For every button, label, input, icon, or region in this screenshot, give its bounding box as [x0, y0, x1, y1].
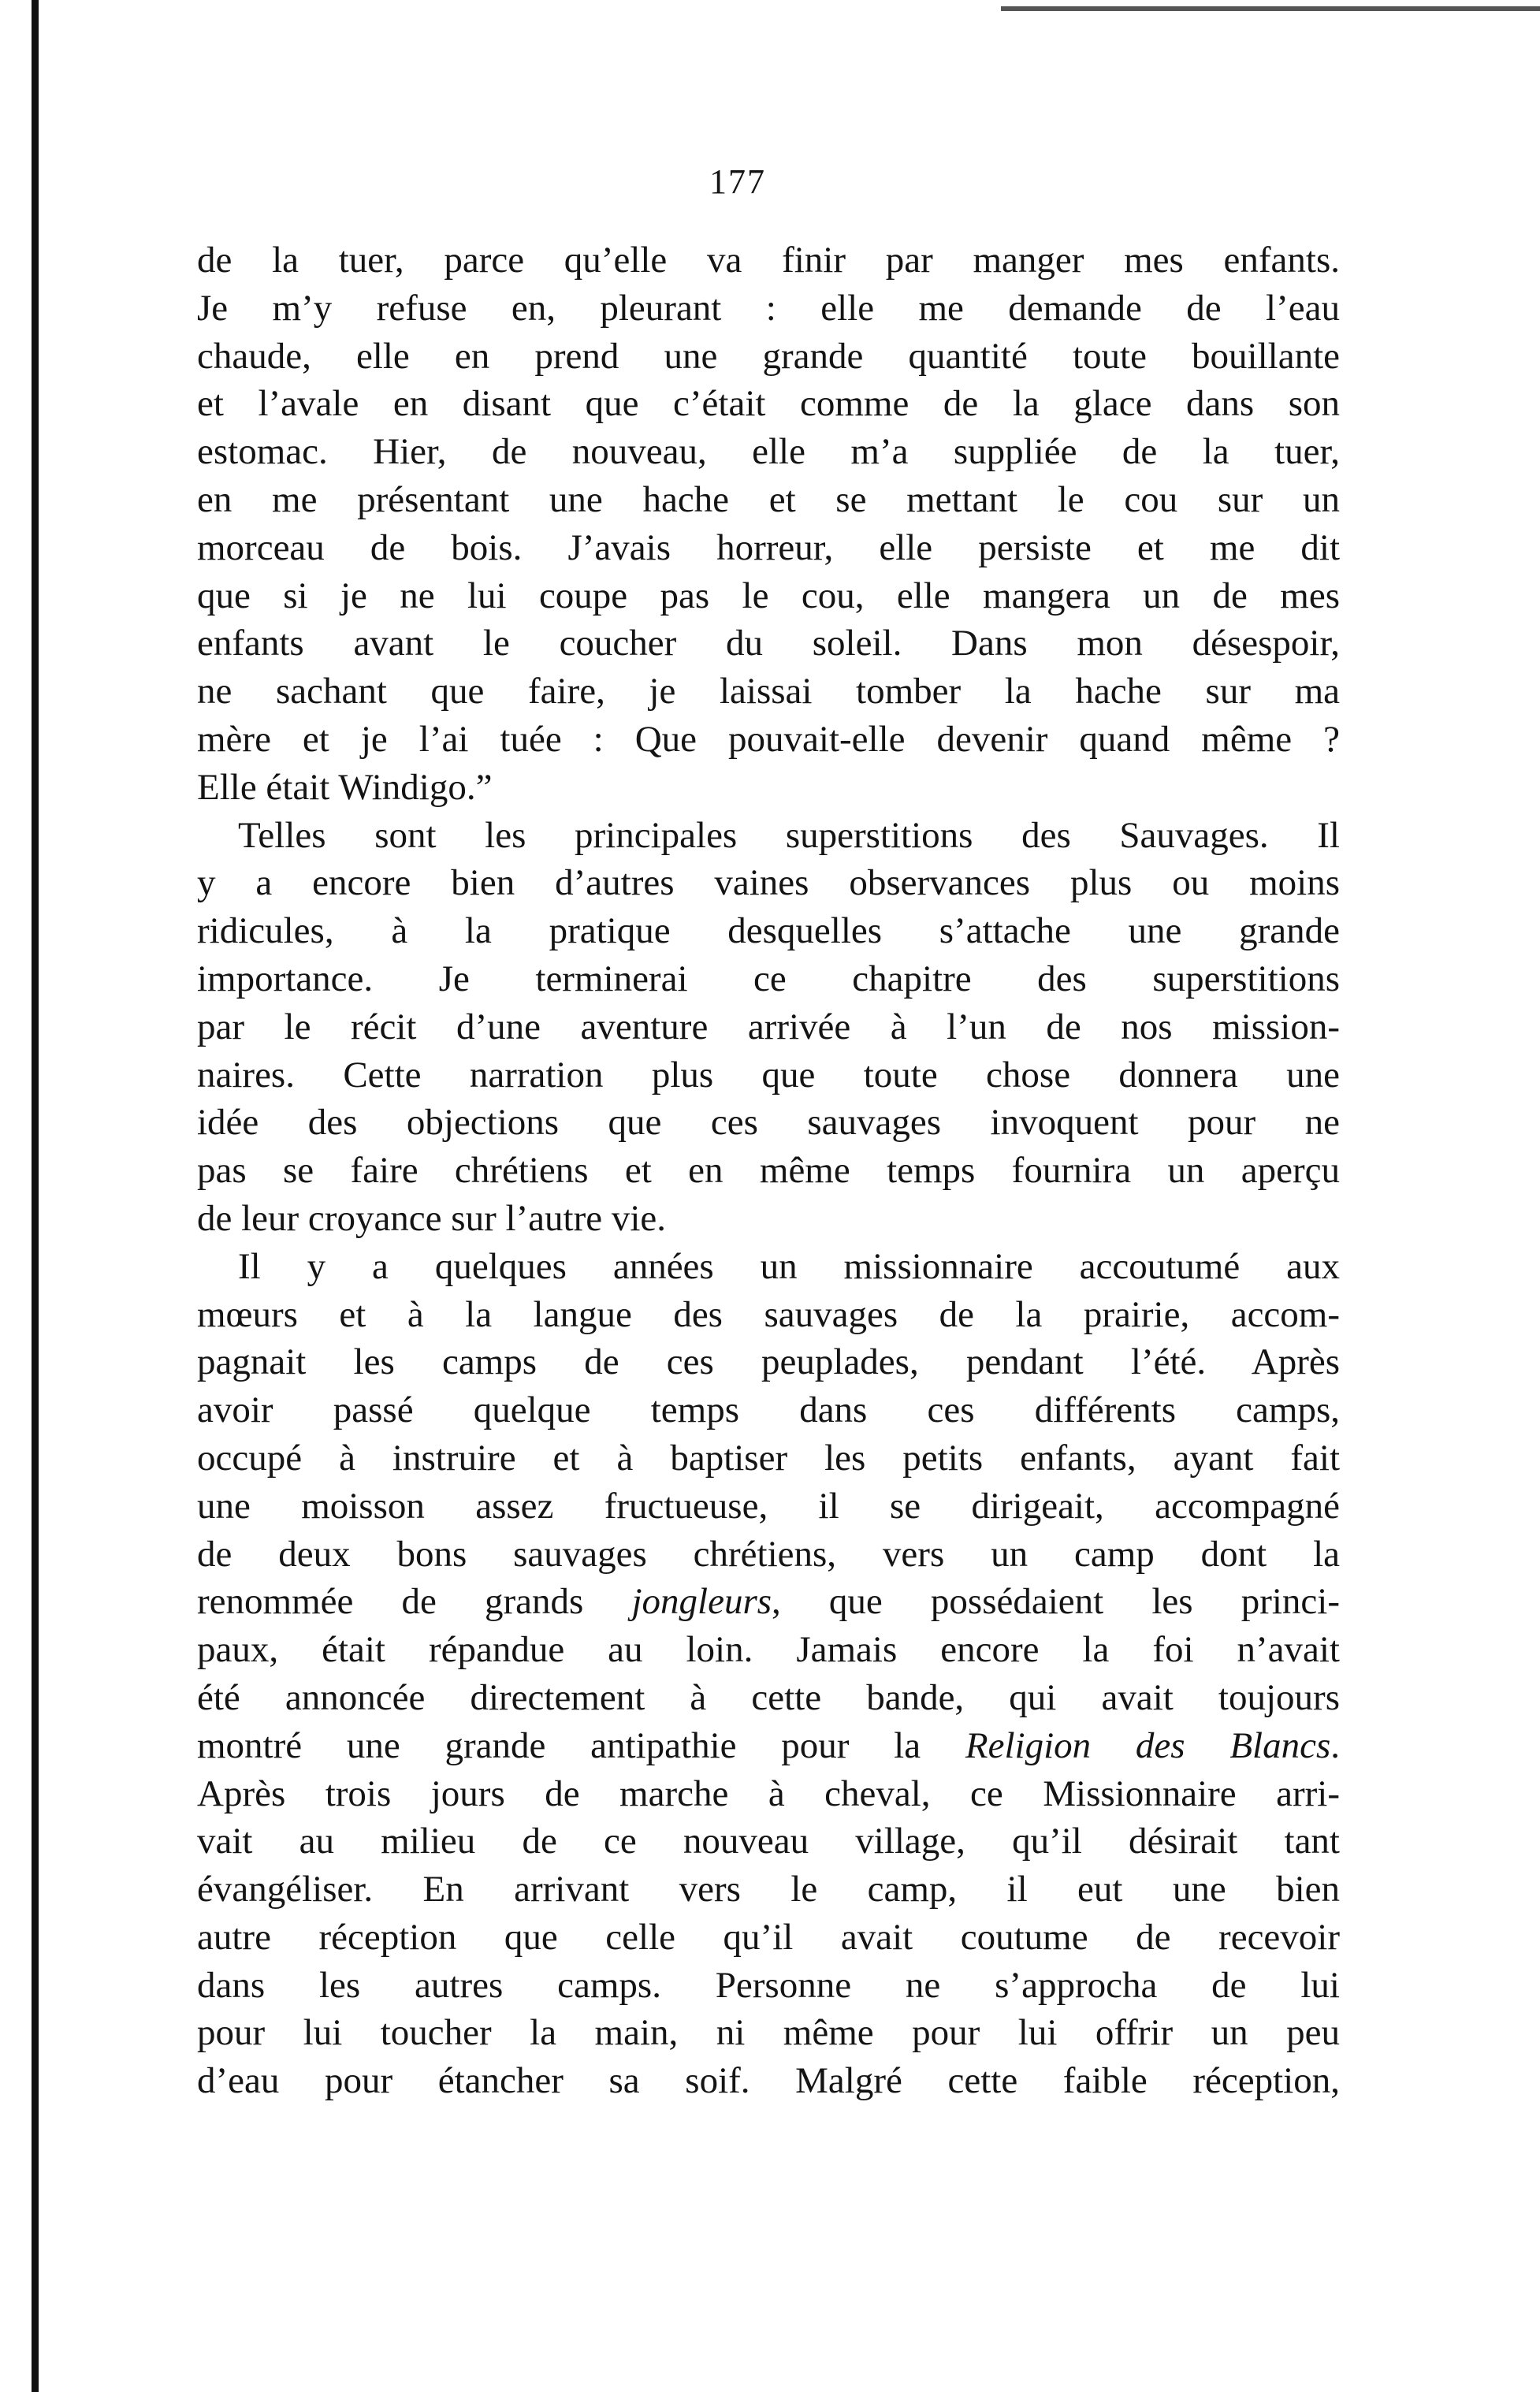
text-line: mœurs et à la langue des sauvages de la prairie, accom-	[197, 1293, 1340, 1335]
text-line: dans les autres camps. Personne ne s’approcha de lui	[197, 1964, 1340, 2006]
text-line: pas se faire chrétiens et en même temps fournira un aperçu	[197, 1150, 1340, 1192]
text-line: par le récit d’une aventure arrivée à l’un de nos mission-	[197, 1006, 1340, 1047]
text-line: une moisson assez fructueuse, il se dirigeait, accompagné	[197, 1485, 1340, 1527]
text-line: montré une grande antipathie pour la Religion des Blancs.	[197, 1724, 1340, 1766]
text-line: occupé à instruire et à baptiser les petits enfants, ayant fait	[197, 1437, 1340, 1479]
text-line: pagnait les camps de ces peuplades, pendant l’été. Après	[197, 1341, 1340, 1383]
italic-phrase: jongleurs	[631, 1581, 772, 1623]
text-line: y a encore bien d’autres vaines observances plus ou moins	[197, 862, 1340, 904]
text-line: ridicules, à la pratique desquelles s’attache une grande	[197, 910, 1340, 952]
text-line: été annoncée directement à cette bande, qui avait toujours	[197, 1676, 1340, 1718]
text-line: de la tuer, parce qu’elle va finir par manger mes enfants.	[197, 240, 1340, 281]
text-line: avoir passé quelque temps dans ces différents camps,	[197, 1389, 1340, 1431]
text-line: autre réception que celle qu’il avait coutume de recevoir	[197, 1916, 1340, 1958]
text-line: en me présentant une hache et se mettant le cou sur un	[197, 478, 1340, 520]
text-line: ne sachant que faire, je laissai tomber la hache sur ma	[197, 671, 1340, 712]
italic-phrase: Religion des Blancs	[965, 1724, 1331, 1766]
text-line: importance. Je terminerai ce chapitre des superstitions	[197, 958, 1340, 999]
body-text	[197, 236, 1340, 2105]
text-line: de deux bons sauvages chrétiens, vers un camp dont la	[197, 1533, 1340, 1575]
text-line: et l’avale en disant que c’était comme de la glace dans son	[197, 383, 1340, 425]
text-line: pour lui toucher la main, ni même pour lui offrir un peu	[197, 2012, 1340, 2054]
text-line: Telles sont les principales superstitions des Sauvages. Il	[238, 814, 1340, 856]
page-number: 177	[709, 162, 766, 201]
text-line: paux, était répandue au loin. Jamais encore la foi n’avait	[197, 1629, 1340, 1671]
text-line: Elle était Windigo.”	[197, 766, 493, 808]
text-line: estomac. Hier, de nouveau, elle m’a suppliée de la tuer,	[197, 431, 1340, 473]
page-edge-rule	[32, 0, 39, 2392]
text-line: de leur croyance sur l’autre vie.	[197, 1197, 667, 1239]
text-line: renommée de grands jongleurs, que possédaient les princi-	[197, 1581, 1341, 1623]
text-line: évangéliser. En arrivant vers le camp, il eut une bien	[197, 1869, 1340, 1910]
text-line: chaude, elle en prend une grande quantité toute bouillante	[197, 335, 1340, 377]
top-edge-rule	[1001, 6, 1540, 11]
text-line: mère et je l’ai tuée : Que pouvait-elle devenir quand même ?	[197, 718, 1340, 760]
text-line: Je m’y refuse en, pleurant : elle me demande de l’eau	[197, 287, 1340, 329]
text-line: idée des objections que ces sauvages invoquent pour ne	[197, 1102, 1340, 1144]
text-line: que si je ne lui coupe pas le cou, elle mangera un de mes	[197, 575, 1340, 616]
text-line: d’eau pour étancher sa soif. Malgré cette faible réception,	[197, 2060, 1340, 2102]
text-line: morceau de bois. J’avais horreur, elle persiste et me dit	[197, 526, 1340, 568]
text-line: enfants avant le coucher du soleil. Dans mon désespoir,	[197, 623, 1340, 664]
text-line: Il y a quelques années un missionnaire accoutumé aux	[238, 1245, 1340, 1287]
text-line: naires. Cette narration plus que toute chose donnera une	[197, 1054, 1340, 1096]
text-line: vait au milieu de ce nouveau village, qu’il désirait tant	[197, 1821, 1340, 1862]
text-line: Après trois jours de marche à cheval, ce Missionnaire arri-	[197, 1773, 1340, 1814]
